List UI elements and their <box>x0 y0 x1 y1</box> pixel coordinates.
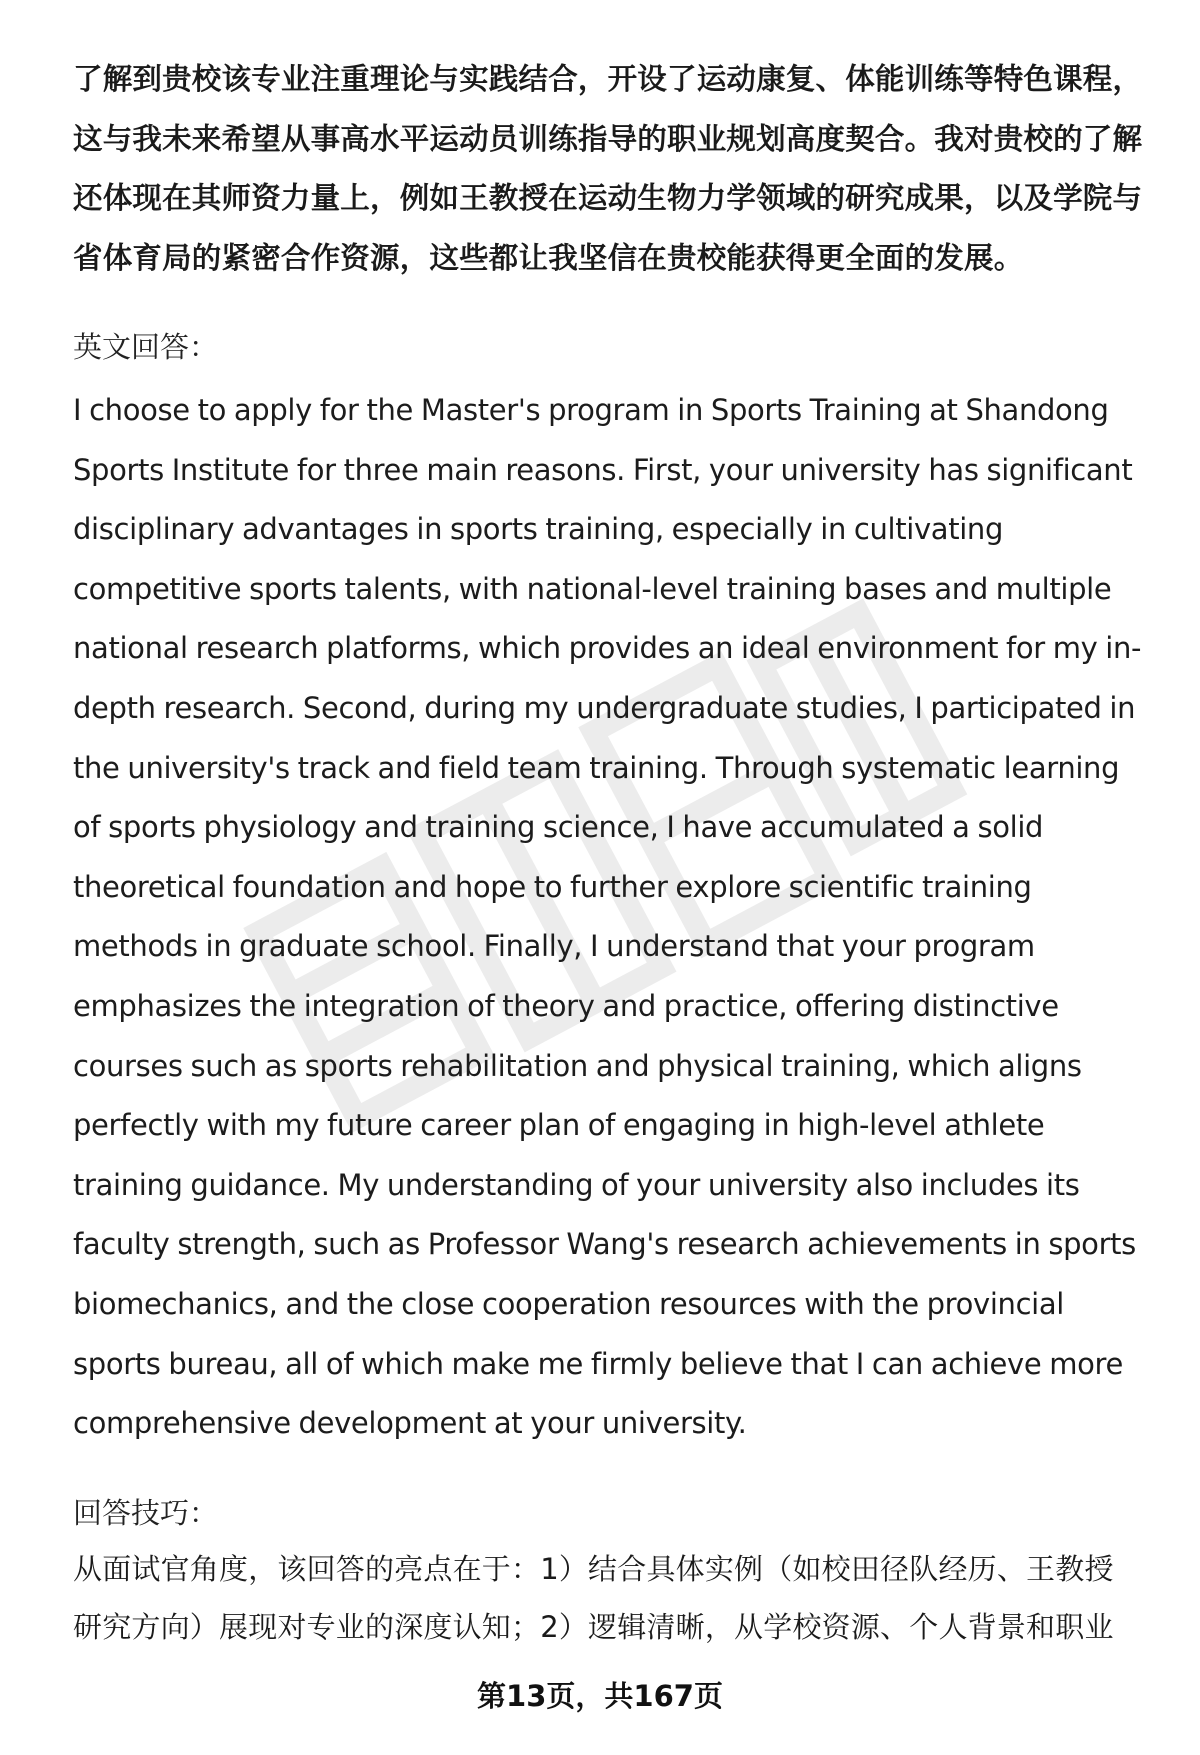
paragraph-line: faculty strength, such as Professor Wang's research achievements in sports <box>73 1227 1136 1262</box>
paragraph-line: courses such as sports rehabilitation and physical training, which aligns <box>73 1048 1082 1083</box>
top-chinese-paragraph <box>73 50 1153 288</box>
paragraph-line: disciplinary advantages in sports training, especially in cultivating <box>73 512 1004 547</box>
english-answer-heading: 英文回答： <box>73 330 219 364</box>
english-answer-paragraph <box>73 381 1163 1454</box>
paragraph-line: comprehensive development at your university. <box>73 1406 747 1441</box>
paragraph-line: the university's track and field team training. Through systematic learning <box>73 750 1120 785</box>
paragraph-line: 研究方向）展现对专业的深度认知；2）逻辑清晰，从学校资源、个人背景和职业 <box>73 1610 1114 1644</box>
paragraph-line: biomechanics, and the close cooperation resources with the provincial <box>73 1286 1064 1321</box>
paragraph-line: of sports physiology and training science, I have accumulated a solid <box>73 810 1044 845</box>
paragraph-line: depth research. Second, during my undergraduate studies, I participated in <box>73 690 1136 725</box>
paragraph-line: I choose to apply for the Master's program in Sports Training at Shandong <box>73 393 1109 427</box>
paragraph-line: competitive sports talents, with national-level training bases and multiple <box>73 571 1112 606</box>
page-number-footer: 第13页，共167页 <box>477 1679 723 1713</box>
answer-tips-paragraph <box>73 1540 1153 1656</box>
paragraph-line: sports bureau, all of which make me firmly believe that I can achieve more <box>73 1346 1123 1381</box>
paragraph-line: training guidance. My understanding of your university also includes its <box>73 1167 1080 1202</box>
paragraph-line: methods in graduate school. Finally, I understand that your program <box>73 929 1035 964</box>
paragraph-line: perfectly with my future career plan of engaging in high-level athlete <box>73 1108 1045 1143</box>
paragraph-line: 了解到贵校该专业注重理论与实践结合，开设了运动康复、体能训练等特色课程， <box>73 62 1143 96</box>
paragraph-line: Sports Institute for three main reasons. First, your university has significant <box>73 452 1133 487</box>
paragraph-line: 还体现在其师资力量上，例如王教授在运动生物力学领域的研究成果，以及学院与 <box>73 181 1143 215</box>
paragraph-line: national research platforms, which provides an ideal environment for my in- <box>73 631 1142 666</box>
paragraph-line: emphasizes the integration of theory and practice, offering distinctive <box>73 988 1059 1023</box>
paragraph-line: 从面试官角度，该回答的亮点在于：1）结合具体实例（如校田径队经历、王教授 <box>73 1552 1114 1586</box>
answer-tips-heading: 回答技巧： <box>73 1496 219 1530</box>
paragraph-line: 省体育局的紧密合作资源，这些都让我坚信在贵校能获得更全面的发展。 <box>73 240 1024 275</box>
paragraph-line: 这与我未来希望从事高水平运动员训练指导的职业规划高度契合。我对贵校的了解 <box>73 121 1143 156</box>
paragraph-line: theoretical foundation and hope to further explore scientific training <box>73 869 1032 904</box>
